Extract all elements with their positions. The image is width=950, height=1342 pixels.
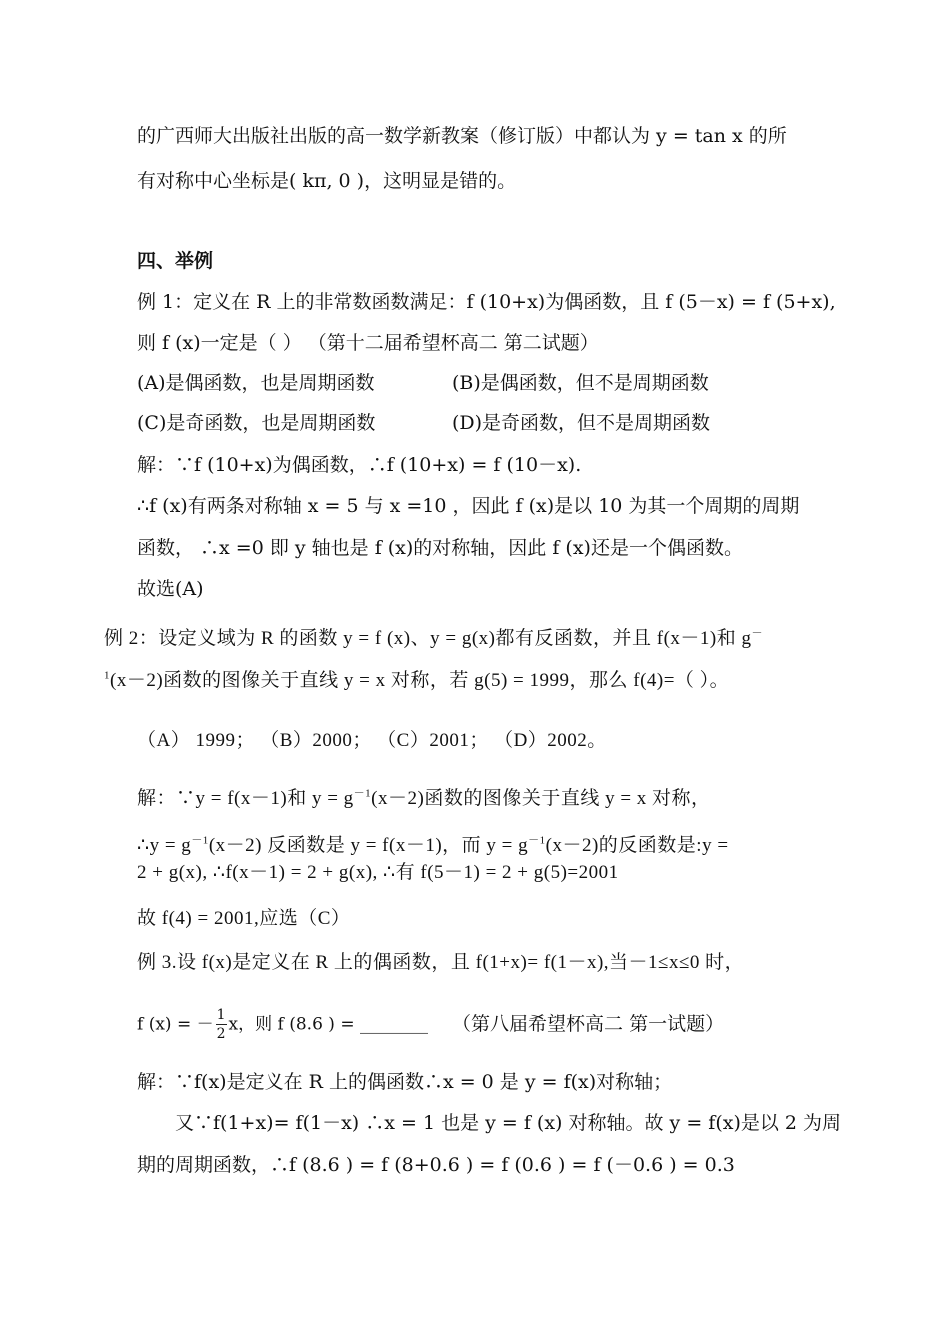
text-line: 有对称中心坐标是( kπ, 0 )，这明显是错的。: [137, 170, 517, 192]
example-3-solution: 解：∵f(x)是定义在 R 上的偶函数∴x = 0 是 y = f(x)对称轴；: [137, 1071, 673, 1093]
example-3-solution: 期的周期函数，∴f (8.6 ) = f (8+0.6 ) = f (0.6 ) = f (－0.6 ) = 0.3: [137, 1154, 735, 1176]
example-2-solution: 2 + g(x), ∴f(x－1) = 2 + g(x), ∴有 f(5－1) = 2 + g(5)=2001: [137, 862, 619, 883]
example-1-question: 则 f (x)一定是（ ） （第十二届希望杯高二 第二试题）: [137, 332, 599, 354]
example-1-option-b: (B)是偶函数，但不是周期函数: [452, 372, 709, 394]
section-heading: 四、举例: [137, 250, 214, 272]
example-2-answer: 故 f(4) = 2001,应选（C）: [137, 908, 351, 929]
example-3-question: 例 3.设 f(x)是定义在 R 上的偶函数，且 f(1+x)= f(1－x),当－1≤x≤0 时，: [137, 952, 745, 973]
example-3-solution: 又∵f(1+x)= f(1－x) ∴x = 1 也是 y = f (x) 对称轴。故 y = f(x)是以 2 为周: [175, 1112, 842, 1134]
example-1-answer: 故选(A): [137, 578, 204, 600]
example-2-solution: 解：∵y = f(x－1)和 $y = g^{-1}(x-2)$函数的图像关于直线 y = x 对称，: [137, 787, 711, 809]
example-1-question: 例 1：定义在 R 上的非常数函数满足：f (10+x)为偶函数，且 f (5－x) = f (5+x),: [137, 291, 836, 313]
example-1-solution: 解：∵f (10+x)为偶函数，∴f (10+x) = f (10－x).: [137, 454, 582, 476]
example-2-question: 例 2：设定义域为 R 的函数 y = f (x)、y = g(x)都有反函数，并且 f(x－1)和 g－: [104, 627, 763, 649]
example-3-question: f (x) = － $\frac{1}{2}$ x，则 f (8.6 ) = ________ （第八届希望杯高二 第一试题）: [137, 1007, 725, 1042]
example-1-solution: ∴f (x)有两条对称轴 x = 5 与 x =10 ，因此 f (x)是以 10 为其一个周期的周期: [137, 495, 800, 517]
example-1-option-d: (D)是奇函数，但不是周期函数: [452, 412, 711, 434]
example-1-solution: 函数， ∴x =0 即 y 轴也是 f (x)的对称轴，因此 f (x)还是一个偶函数。: [137, 537, 743, 559]
fraction-one-half: $\frac{1}{2}$: [216, 1007, 226, 1042]
example-2-solution: ∴y = $g^{-1}(x-2)$ 反函数是 y = f(x－1)，而 $y = g^{-1}(x-2)$的反函数是:y =: [137, 834, 729, 856]
example-2-options: （A） 1999； （B）2000； （C）2001； （D）2002。: [137, 730, 607, 751]
example-1-option-c: (C)是奇函数，也是周期函数: [137, 412, 376, 434]
text-line: 的广西师大出版社出版的高一数学新教案（修订版）中都认为 y = tan x 的所: [137, 125, 787, 147]
example-2-question: $^1$(x－2)函数的图像关于直线 y = x 对称，若 g(5) = 1999，那么 f(4)=（ ）。: [104, 669, 730, 691]
example-1-option-a: (A)是偶函数，也是周期函数: [137, 372, 375, 394]
